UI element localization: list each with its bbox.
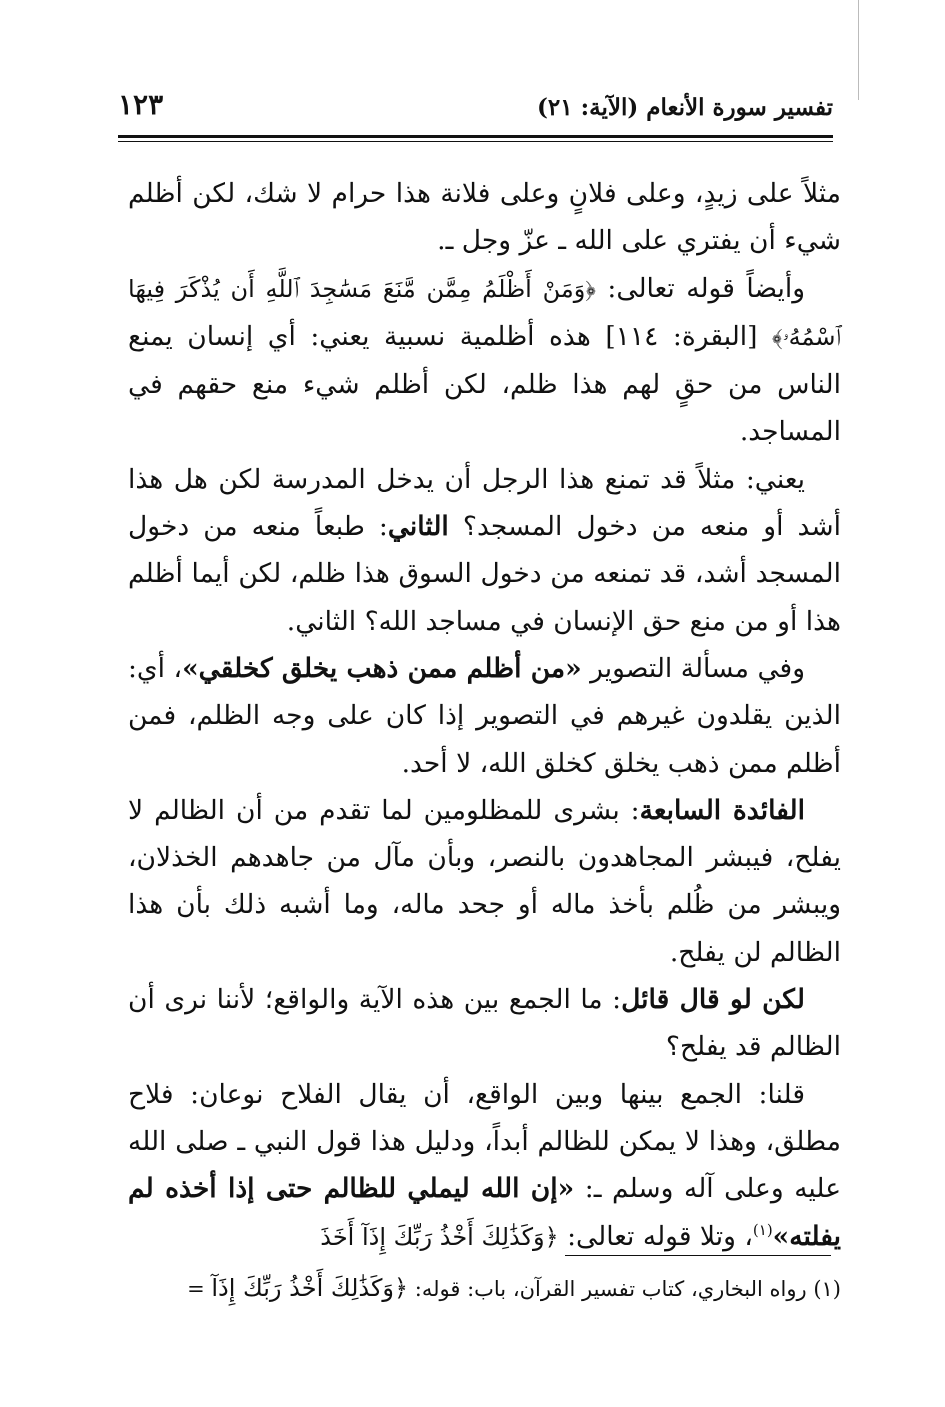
benefit-heading: الفائدة السابعة (639, 794, 805, 826)
paragraph-4 (128, 645, 841, 787)
footnote (110, 1272, 841, 1305)
p5-rest: : بشرى للمظلومين لما تقدم من أن الظالم لا يفلح، فيبشر المجاهدون بالنصر، وبأن مآل من جاهدهم الخذلان، ويبشر من ظُلم بأخذ ماله أو جحد ماله، وما أشبه ذلك بأن هذا الظالم لن يفلح. (128, 794, 841, 968)
footnote-continuation: = (187, 1277, 212, 1301)
p3-bold: الثاني (387, 511, 449, 543)
quran-verse-baqarah: ﴿وَمَنْ أَظْلَمُ مِمَّن مَّنَعَ مَسَٰجِدَ ٱللَّهِ أَن يُذْكَرَ فِيهَا ٱسْمُهُۥ﴾ (128, 274, 841, 351)
quran-verse-hud: ﴿وَكَذَٰلِكَ أَخْذُ رَبِّكَ إِذَآ أَخَذَ (320, 1222, 559, 1251)
header-rule-thin (118, 141, 833, 142)
footnote-text: رواه البخاري، كتاب تفسير القرآن، باب: قوله: (408, 1277, 814, 1301)
p4-rest: ، أي: الذين يقلدون غيرهم في التصوير إذا كان على وجه الظلم، فمن أظلم ممن ذهب يخلق كخلق الله، لا أحد. (128, 652, 841, 779)
p6-rest: : ما الجمع بين هذه الآية والواقع؛ لأننا نرى أن الظالم قد يفلح؟ (128, 984, 841, 1063)
p1-text: مثلاً على زيدٍ، وعلى فلانٍ وعلى فلانة هذا حرام لا شك، لكن أظلم شيء أن يفتري على الله ـ عزّ وجل ـ. (128, 178, 841, 257)
p3-start: يعني: مثلاً قد تمنع هذا الرجل أن يدخل المدرسة لكن هل هذا أشد أو منعه من دخول المسجد؟ (128, 463, 841, 543)
paragraph-3 (128, 456, 841, 645)
footnote-ref: (١) (752, 1220, 773, 1239)
hadith-quote-1: «من أظلم ممن ذهب يخلق كخلقي» (182, 652, 582, 684)
paragraph-5 (128, 787, 841, 976)
p2-start: وأيضاً قوله تعالى: (595, 272, 805, 304)
hadith-quote-2: «إن الله ليملي للظالم حتى إذا أخذه لم يفلته» (128, 1173, 841, 1252)
scan-margin-line (858, 0, 859, 100)
paragraph-6 (128, 976, 841, 1071)
page-header (118, 88, 833, 132)
p7-mid: ، وتلا قوله تعالى: (558, 1220, 753, 1252)
body-text (128, 170, 841, 1261)
p3-rest: : طبعاً منعه من دخول المسجد أشد، قد تمنعه من دخول السوق هذا ظلم، لكن أيما أظلم هذا أو من منع حق الإنسان في مساجد الله؟ الثاني. (128, 511, 841, 637)
paragraph-1 (128, 170, 841, 265)
footnote-number: (١) (813, 1277, 841, 1301)
p2-rest: [البقرة: ١١٤] هذه أظلمية نسبية يعني: أي إنسان يمنع الناس من حقٍ لهم هذا ظلم، لكن أظلم شيء منع حقهم في المساجد. (128, 320, 841, 448)
footnote-separator (565, 1255, 831, 1256)
paragraph-2 (128, 265, 841, 456)
header-rule-thick (118, 135, 833, 138)
p7-start: قلنا: الجمع بينها وبين الواقع، أن يقال الفلاح نوعان: فلاح مطلق، وهذا لا يمكن للظالم أبداً، ودليل هذا قول النبي ـ صلى الله عليه وعلى آله وسلم ـ: (128, 1078, 842, 1205)
page-number: ١٢٣ (118, 88, 164, 121)
footnote-quran: ﴿وَكَذَٰلِكَ أَخْذُ رَبِّكَ إِذَآ (211, 1274, 409, 1302)
question-heading: لكن لو قال قائل (621, 984, 805, 1016)
paragraph-7 (128, 1071, 841, 1261)
p4-start: وفي مسألة التصوير (581, 652, 806, 684)
running-title: تفسير سورة الأنعام (الآية: ٢١) (537, 94, 833, 121)
